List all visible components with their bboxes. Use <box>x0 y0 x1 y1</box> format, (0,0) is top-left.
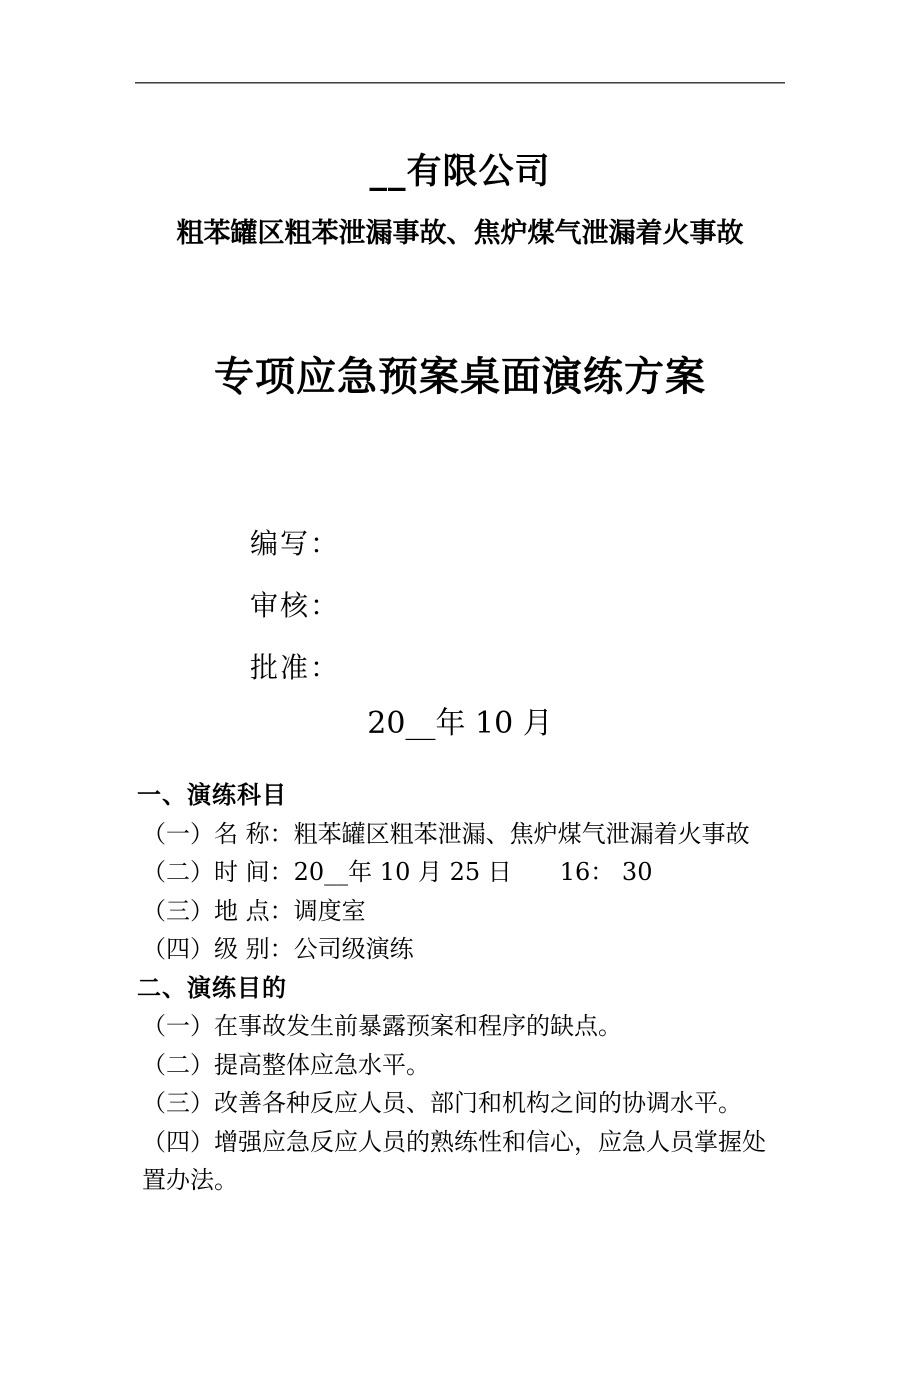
signature-reviewer-label: 审核： <box>250 589 341 622</box>
list-item-name: （一）名 称：粗苯罐区粗苯泄漏、焦炉煤气泄漏着火事故 <box>142 819 750 848</box>
section-heading-drill-subjects: 一、演练科目 <box>137 781 287 809</box>
signature-writer-label: 编写： <box>250 527 341 560</box>
list-item-time: （二）时 间：20__年 10 月 25 日 16： 30 <box>142 858 653 886</box>
document-page <box>0 82 920 1384</box>
company-title: __有限公司 <box>369 151 551 192</box>
list-item-purpose-1: （一）在事故发生前暴露预案和程序的缺点。 <box>142 1012 622 1040</box>
document-body <box>137 776 787 1200</box>
signature-block <box>250 527 920 684</box>
list-item-purpose-2: （二）提高整体应急水平。 <box>142 1050 430 1079</box>
list-item-purpose-3: （三）改善各种反应人员、部门和机构之间的协调水平。 <box>142 1089 742 1117</box>
list-item-purpose-4: （四）增强应急反应人员的熟练性和信心，应急人员掌握处置办法。 <box>142 1127 766 1194</box>
date-line: 20__年 10 月 <box>367 706 553 741</box>
signature-approver-label: 批准： <box>250 651 341 684</box>
incident-subtitle: 粗苯罐区粗苯泄漏事故、焦炉煤气泄漏着火事故 <box>176 218 744 249</box>
list-item-level: （四）级 别：公司级演练 <box>142 935 414 963</box>
list-item-location: （三）地 点：调度室 <box>142 896 366 925</box>
section-heading-drill-purpose: 二、演练目的 <box>137 973 287 1002</box>
main-title: 专项应急预案桌面演练方案 <box>214 353 706 400</box>
header-rule <box>135 82 785 84</box>
